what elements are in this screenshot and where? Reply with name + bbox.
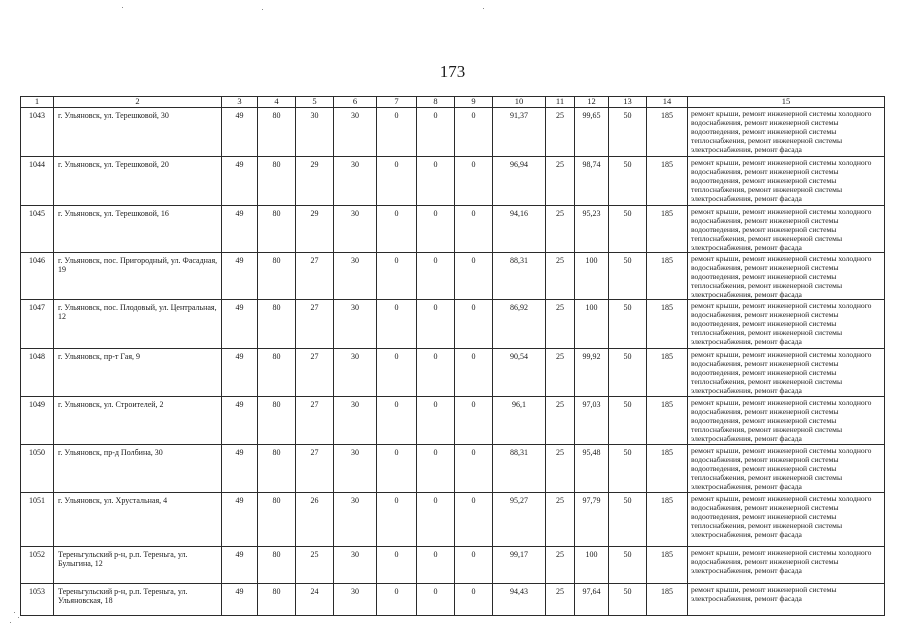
address-cell: г. Ульяновск, пос. Пригородный, ул. Фасадная, 19 [54, 253, 222, 300]
works-cell: ремонт крыши, ремонт инженерной системы холодного водоснабжения, ремонт инженерной системы водоотведения, ремонт инженерной системы теплоснабжения, ремонт инженерной системы электроснабжения, ремонт фасада [688, 300, 885, 349]
value-cell: 185 [647, 349, 688, 397]
value-cell: 26 [296, 493, 334, 547]
value-cell: 100 [575, 300, 609, 349]
column-header: 12 [575, 97, 609, 108]
table-row [21, 547, 885, 584]
row-number-cell: 1046 [21, 253, 54, 300]
value-cell: 95,48 [575, 445, 609, 493]
value-cell: 0 [455, 157, 493, 206]
works-cell: ремонт крыши, ремонт инженерной системы холодного водоснабжения, ремонт инженерной системы электроснабжения, ремонт фасада [688, 547, 885, 584]
address-cell: г. Ульяновск, пр-т Гая, 9 [54, 349, 222, 397]
column-header: 11 [546, 97, 575, 108]
column-header: 8 [417, 97, 455, 108]
value-cell: 185 [647, 445, 688, 493]
column-header: 2 [54, 97, 222, 108]
address-cell: г. Ульяновск, ул. Хрустальная, 4 [54, 493, 222, 547]
value-cell: 0 [455, 108, 493, 157]
works-cell: ремонт крыши, ремонт инженерной системы холодного водоснабжения, ремонт инженерной системы водоотведения, ремонт инженерной системы теплоснабжения, ремонт инженерной системы электроснабжения, ремонт фасада [688, 445, 885, 493]
value-cell: 49 [222, 547, 258, 584]
column-header: 9 [455, 97, 493, 108]
value-cell: 0 [377, 349, 417, 397]
value-cell: 25 [546, 253, 575, 300]
value-cell: 0 [417, 349, 455, 397]
value-cell: 0 [455, 206, 493, 253]
value-cell: 50 [609, 349, 647, 397]
data-table [20, 96, 885, 616]
address-cell: г. Ульяновск, ул. Строителей, 2 [54, 397, 222, 445]
value-cell: 94,43 [493, 584, 546, 616]
value-cell: 80 [258, 445, 296, 493]
value-cell: 30 [334, 157, 377, 206]
value-cell: 100 [575, 253, 609, 300]
value-cell: 50 [609, 445, 647, 493]
table-row [21, 445, 885, 493]
value-cell: 80 [258, 206, 296, 253]
value-cell: 0 [417, 584, 455, 616]
value-cell: 25 [546, 445, 575, 493]
value-cell: 25 [546, 300, 575, 349]
value-cell: 25 [546, 157, 575, 206]
value-cell: 29 [296, 157, 334, 206]
table-row [21, 253, 885, 300]
value-cell: 0 [417, 493, 455, 547]
value-cell: 80 [258, 253, 296, 300]
value-cell: 49 [222, 445, 258, 493]
value-cell: 0 [377, 157, 417, 206]
value-cell: 0 [377, 253, 417, 300]
works-cell: ремонт крыши, ремонт инженерной системы электроснабжения, ремонт фасада [688, 584, 885, 616]
value-cell: 49 [222, 253, 258, 300]
value-cell: 96,94 [493, 157, 546, 206]
value-cell: 99,92 [575, 349, 609, 397]
value-cell: 49 [222, 157, 258, 206]
value-cell: 30 [334, 253, 377, 300]
works-cell: ремонт крыши, ремонт инженерной системы холодного водоснабжения, ремонт инженерной системы водоотведения, ремонт инженерной системы теплоснабжения, ремонт инженерной системы электроснабжения, ремонт фасада [688, 349, 885, 397]
value-cell: 0 [377, 206, 417, 253]
value-cell: 97,64 [575, 584, 609, 616]
column-header: 1 [21, 97, 54, 108]
value-cell: 185 [647, 584, 688, 616]
value-cell: 25 [546, 108, 575, 157]
works-cell: ремонт крыши, ремонт инженерной системы холодного водоснабжения, ремонт инженерной системы водоотведения, ремонт инженерной системы теплоснабжения, ремонт инженерной системы электроснабжения, ремонт фасада [688, 157, 885, 206]
page-number: 173 [439, 62, 466, 81]
column-header: 6 [334, 97, 377, 108]
value-cell: 30 [334, 300, 377, 349]
table-header-row [21, 97, 885, 108]
value-cell: 80 [258, 300, 296, 349]
value-cell: 0 [417, 108, 455, 157]
value-cell: 30 [334, 547, 377, 584]
value-cell: 0 [417, 547, 455, 584]
value-cell: 80 [258, 157, 296, 206]
column-header: 10 [493, 97, 546, 108]
value-cell: 95,23 [575, 206, 609, 253]
row-number-cell: 1050 [21, 445, 54, 493]
address-cell: г. Ульяновск, пр-д Полбина, 30 [54, 445, 222, 493]
value-cell: 0 [377, 445, 417, 493]
value-cell: 94,16 [493, 206, 546, 253]
value-cell: 80 [258, 547, 296, 584]
value-cell: 30 [334, 349, 377, 397]
value-cell: 30 [334, 445, 377, 493]
value-cell: 49 [222, 108, 258, 157]
table-row [21, 108, 885, 157]
value-cell: 30 [296, 108, 334, 157]
row-number-cell: 1045 [21, 206, 54, 253]
value-cell: 30 [334, 206, 377, 253]
works-cell: ремонт крыши, ремонт инженерной системы холодного водоснабжения, ремонт инженерной системы водоотведения, ремонт инженерной системы теплоснабжения, ремонт инженерной системы электроснабжения, ремонт фасада [688, 206, 885, 253]
value-cell: 91,37 [493, 108, 546, 157]
value-cell: 97,03 [575, 397, 609, 445]
value-cell: 27 [296, 349, 334, 397]
value-cell: 185 [647, 397, 688, 445]
value-cell: 185 [647, 253, 688, 300]
value-cell: 27 [296, 397, 334, 445]
address-cell: г. Ульяновск, ул. Терешковой, 30 [54, 108, 222, 157]
value-cell: 27 [296, 253, 334, 300]
value-cell: 0 [455, 300, 493, 349]
value-cell: 86,92 [493, 300, 546, 349]
value-cell: 27 [296, 445, 334, 493]
value-cell: 0 [377, 584, 417, 616]
table-row [21, 584, 885, 616]
row-number-cell: 1049 [21, 397, 54, 445]
value-cell: 0 [455, 349, 493, 397]
value-cell: 98,74 [575, 157, 609, 206]
value-cell: 49 [222, 493, 258, 547]
address-cell: г. Ульяновск, пос. Плодовый, ул. Центральная, 12 [54, 300, 222, 349]
value-cell: 50 [609, 157, 647, 206]
value-cell: 100 [575, 547, 609, 584]
value-cell: 0 [417, 445, 455, 493]
table-row [21, 397, 885, 445]
column-header: 7 [377, 97, 417, 108]
value-cell: 185 [647, 206, 688, 253]
value-cell: 50 [609, 397, 647, 445]
value-cell: 29 [296, 206, 334, 253]
value-cell: 25 [546, 397, 575, 445]
address-cell: Тереньгульский р-н, р.п. Тереньга, ул. Ульяновская, 18 [54, 584, 222, 616]
value-cell: 0 [417, 253, 455, 300]
address-cell: г. Ульяновск, ул. Терешковой, 16 [54, 206, 222, 253]
value-cell: 27 [296, 300, 334, 349]
value-cell: 24 [296, 584, 334, 616]
value-cell: 185 [647, 157, 688, 206]
table-row [21, 206, 885, 253]
value-cell: 88,31 [493, 445, 546, 493]
column-header: 5 [296, 97, 334, 108]
table-row [21, 157, 885, 206]
value-cell: 80 [258, 493, 296, 547]
works-cell: ремонт крыши, ремонт инженерной системы холодного водоснабжения, ремонт инженерной системы водоотведения, ремонт инженерной системы теплоснабжения, ремонт инженерной системы электроснабжения, ремонт фасада [688, 397, 885, 445]
row-number-cell: 1053 [21, 584, 54, 616]
row-number-cell: 1052 [21, 547, 54, 584]
value-cell: 50 [609, 493, 647, 547]
table-row [21, 349, 885, 397]
value-cell: 49 [222, 397, 258, 445]
table-row [21, 493, 885, 547]
value-cell: 49 [222, 584, 258, 616]
value-cell: 49 [222, 349, 258, 397]
works-cell: ремонт крыши, ремонт инженерной системы холодного водоснабжения, ремонт инженерной системы водоотведения, ремонт инженерной системы теплоснабжения, ремонт инженерной системы электроснабжения, ремонт фасада [688, 493, 885, 547]
value-cell: 80 [258, 108, 296, 157]
value-cell: 25 [546, 349, 575, 397]
value-cell: 0 [377, 300, 417, 349]
row-number-cell: 1047 [21, 300, 54, 349]
value-cell: 30 [334, 108, 377, 157]
value-cell: 0 [455, 547, 493, 584]
value-cell: 99,65 [575, 108, 609, 157]
address-cell: г. Ульяновск, ул. Терешковой, 20 [54, 157, 222, 206]
column-header: 14 [647, 97, 688, 108]
value-cell: 0 [417, 206, 455, 253]
value-cell: 95,27 [493, 493, 546, 547]
value-cell: 50 [609, 206, 647, 253]
value-cell: 50 [609, 300, 647, 349]
value-cell: 25 [546, 206, 575, 253]
value-cell: 50 [609, 584, 647, 616]
column-header: 3 [222, 97, 258, 108]
value-cell: 25 [546, 493, 575, 547]
value-cell: 185 [647, 547, 688, 584]
column-header: 15 [688, 97, 885, 108]
value-cell: 50 [609, 253, 647, 300]
value-cell: 185 [647, 108, 688, 157]
value-cell: 0 [455, 584, 493, 616]
value-cell: 0 [455, 445, 493, 493]
value-cell: 97,79 [575, 493, 609, 547]
value-cell: 0 [377, 493, 417, 547]
value-cell: 30 [334, 584, 377, 616]
value-cell: 0 [377, 547, 417, 584]
value-cell: 30 [334, 397, 377, 445]
value-cell: 0 [417, 157, 455, 206]
value-cell: 0 [455, 397, 493, 445]
row-number-cell: 1044 [21, 157, 54, 206]
works-cell: ремонт крыши, ремонт инженерной системы холодного водоснабжения, ремонт инженерной системы водоотведения, ремонт инженерной системы теплоснабжения, ремонт инженерной системы электроснабжения, ремонт фасада [688, 108, 885, 157]
value-cell: 50 [609, 108, 647, 157]
address-cell: Тереньгульский р-н, р.п. Тереньга, ул. Булыгина, 12 [54, 547, 222, 584]
value-cell: 80 [258, 349, 296, 397]
value-cell: 50 [609, 547, 647, 584]
value-cell: 0 [455, 493, 493, 547]
value-cell: 185 [647, 493, 688, 547]
value-cell: 90,54 [493, 349, 546, 397]
value-cell: 96,1 [493, 397, 546, 445]
value-cell: 25 [546, 547, 575, 584]
value-cell: 0 [377, 397, 417, 445]
value-cell: 0 [377, 108, 417, 157]
value-cell: 30 [334, 493, 377, 547]
value-cell: 185 [647, 300, 688, 349]
value-cell: 49 [222, 300, 258, 349]
value-cell: 49 [222, 206, 258, 253]
value-cell: 80 [258, 397, 296, 445]
value-cell: 25 [546, 584, 575, 616]
value-cell: 88,31 [493, 253, 546, 300]
row-number-cell: 1048 [21, 349, 54, 397]
works-cell: ремонт крыши, ремонт инженерной системы холодного водоснабжения, ремонт инженерной системы водоотведения, ремонт инженерной системы теплоснабжения, ремонт инженерной системы электроснабжения, ремонт фасада [688, 253, 885, 300]
table-row [21, 300, 885, 349]
column-header: 13 [609, 97, 647, 108]
row-number-cell: 1043 [21, 108, 54, 157]
value-cell: 0 [417, 397, 455, 445]
column-header: 4 [258, 97, 296, 108]
value-cell: 0 [455, 253, 493, 300]
value-cell: 80 [258, 584, 296, 616]
row-number-cell: 1051 [21, 493, 54, 547]
value-cell: 25 [296, 547, 334, 584]
value-cell: 0 [417, 300, 455, 349]
value-cell: 99,17 [493, 547, 546, 584]
